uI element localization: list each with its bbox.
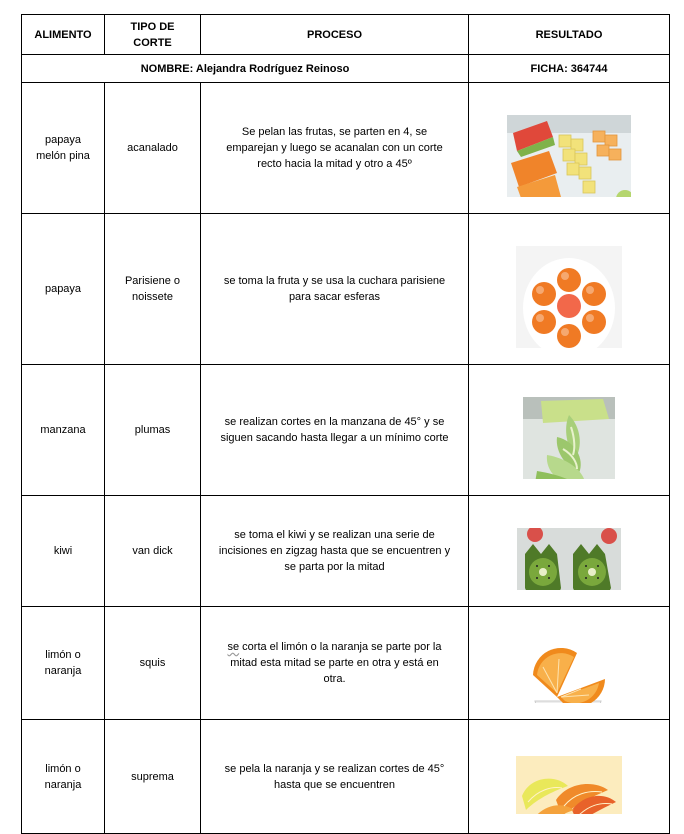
citrus-supremes-image [516, 740, 622, 814]
kiwi-zigzag-image [517, 512, 621, 590]
cell-alimento: kiwi [22, 496, 105, 607]
student-row [22, 55, 670, 83]
cell-alimento: limón o naranja [22, 607, 105, 720]
table-row [22, 365, 670, 496]
cell-alimento: papaya melón pina [22, 83, 105, 214]
header-alimento: ALIMENTO [22, 15, 105, 55]
student-ficha: FICHA: 364744 [469, 55, 670, 83]
apple-feathers-image [523, 381, 615, 479]
cell-tipo: van dick [105, 496, 201, 607]
cell-tipo: Parisiene o noissete [105, 214, 201, 365]
header-tipo-corte: TIPO DE CORTE [105, 15, 201, 55]
cell-tipo: squis [105, 607, 201, 720]
table-row [22, 214, 670, 365]
table-row [22, 720, 670, 834]
table-row [22, 496, 670, 607]
cell-resultado [469, 720, 670, 834]
orange-wedges-image [527, 623, 611, 703]
cell-resultado [469, 496, 670, 607]
fruit-cut-table [21, 14, 670, 834]
cell-alimento: papaya [22, 214, 105, 365]
cell-proceso: se toma la fruta y se usa la cuchara parisiene para sacar esferas [201, 214, 469, 365]
header-resultado: RESULTADO [469, 15, 670, 55]
proceso-text: corta el limón o la naranja se parte por la mitad esta mitad se parte en otra y está en otra. [230, 641, 442, 685]
cell-proceso [201, 607, 469, 720]
cell-resultado [469, 214, 670, 365]
cell-proceso: se pela la naranja y se realizan cortes de 45° hasta que se encuentren [201, 720, 469, 834]
header-row [22, 15, 670, 55]
cell-alimento: manzana [22, 365, 105, 496]
fruit-platter-image [507, 99, 631, 197]
cell-tipo: suprema [105, 720, 201, 834]
cell-resultado [469, 83, 670, 214]
table-row [22, 607, 670, 720]
table-row [22, 83, 670, 214]
cell-proceso: se toma el kiwi y se realizan una serie de incisiones en zigzag hasta que se encuentren y se parta por la mitad [201, 496, 469, 607]
cell-tipo: plumas [105, 365, 201, 496]
student-name: NOMBRE: Alejandra Rodríguez Reinoso [22, 55, 469, 83]
cell-resultado [469, 365, 670, 496]
cell-proceso: Se pelan las frutas, se parten en 4, se emparejan y luego se acanalan con un corte recto hacia la mitad y otro a 45º [201, 83, 469, 214]
cell-alimento: limón o naranja [22, 720, 105, 834]
cell-resultado [469, 607, 670, 720]
papaya-balls-image [516, 230, 622, 348]
cell-tipo: acanalado [105, 83, 201, 214]
cell-proceso: se realizan cortes en la manzana de 45° y se siguen sacando hasta llegar a un mínimo corte [201, 365, 469, 496]
proceso-prefix: se [227, 641, 240, 653]
header-proceso: PROCESO [201, 15, 469, 55]
